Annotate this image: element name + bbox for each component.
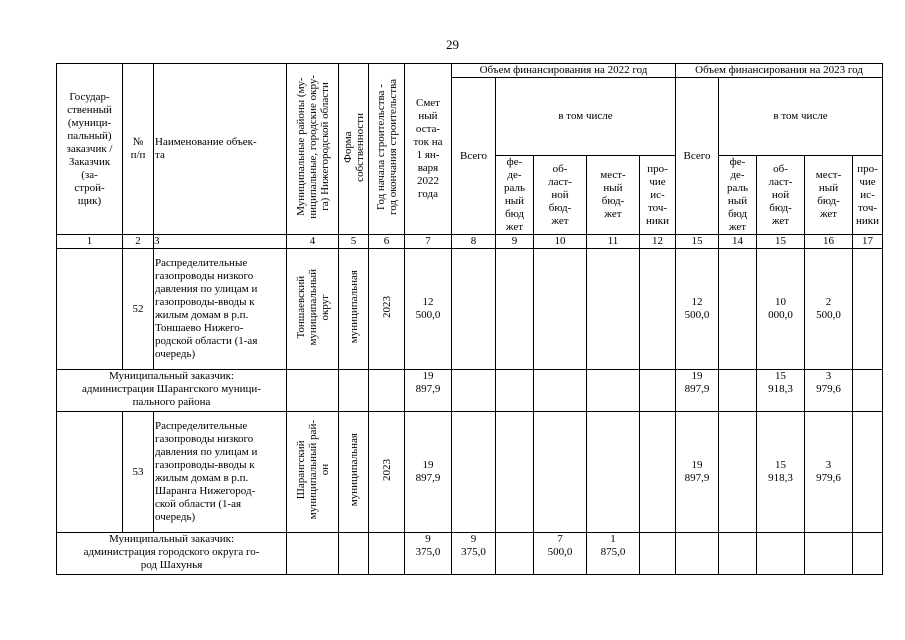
- table-row: [57, 412, 883, 533]
- row-remaining: 12 500,0: [405, 249, 452, 370]
- subtotal-label: Муниципальный заказчик: администрация Шарангского муници- пального района: [57, 370, 287, 412]
- row-object-name: Распределительные газопроводы низкого давления по улицам и газопроводы-вводы к жилым домам в р.п. Шаранга Нижегород- ской области (1-ая очередь): [154, 412, 287, 533]
- column-number: 3: [154, 235, 287, 249]
- header-2023-federal: фе- де- раль ный бюд жет: [719, 156, 757, 235]
- header-remaining: Смет ный оста- ток на 1 ян- варя 2022 года: [405, 64, 452, 235]
- column-number: 14: [719, 235, 757, 249]
- subtotal-2022-other: [640, 533, 676, 575]
- column-number: 17: [853, 235, 883, 249]
- column-number: 10: [534, 235, 587, 249]
- header-years: Год начала строительства - год окончания строительства: [369, 64, 405, 235]
- row-2023-federal: [719, 412, 757, 533]
- subtotal-2022-other: [640, 370, 676, 412]
- row-2023-federal: [719, 249, 757, 370]
- header-customer: Государ- ственный (муници- пальный) заказчик / Заказчик (за- строй- щик): [57, 64, 123, 235]
- column-number: 12: [640, 235, 676, 249]
- row-district: Тоншаевский муниципальный округ: [287, 249, 339, 370]
- row-2022-other: [640, 249, 676, 370]
- financing-table: [56, 63, 883, 575]
- row-2022-local: [587, 412, 640, 533]
- subtotal-2022-local: 1 875,0: [587, 533, 640, 575]
- subtotal-2022-regional: [534, 370, 587, 412]
- subtotal-row: [57, 533, 883, 575]
- column-number: 15: [757, 235, 805, 249]
- column-number: 15: [676, 235, 719, 249]
- header-district: Муниципальные районы (му- ниципальные, городские окру- га) Нижегородской области: [287, 64, 339, 235]
- row-2022-federal: [496, 412, 534, 533]
- row-years: 2023: [369, 249, 405, 370]
- header-2023-local: мест- ный бюд- жет: [805, 156, 853, 235]
- header-object-name: Наименование объек- та: [154, 64, 287, 235]
- header-ownership: Форма собственности: [339, 64, 369, 235]
- subtotal-blank: [287, 533, 339, 575]
- row-2022-regional: [534, 249, 587, 370]
- row-2022-other: [640, 412, 676, 533]
- subtotal-blank: [287, 370, 339, 412]
- subtotal-blank: [369, 533, 405, 575]
- row-2023-other: [853, 412, 883, 533]
- row-remaining: 19 897,9: [405, 412, 452, 533]
- subtotal-2023-regional: 15 918,3: [757, 370, 805, 412]
- subtotal-2022-regional: 7 500,0: [534, 533, 587, 575]
- subtotal-2022-total: 9 375,0: [452, 533, 496, 575]
- column-number: 7: [405, 235, 452, 249]
- row-2023-total: 12 500,0: [676, 249, 719, 370]
- header-2022-local: мест- ный бюд- жет: [587, 156, 640, 235]
- row-object-name: Распределительные газопроводы низкого давления по улицам и газопроводы-вводы к жилым домам в р.п. Тоншаево Нижего- родской области (1-ая очередь): [154, 249, 287, 370]
- row-2023-local: 2 500,0: [805, 249, 853, 370]
- subtotal-2022-federal: [496, 370, 534, 412]
- subtotal-2023-local: 3 979,6: [805, 370, 853, 412]
- subtotal-2023-local: [805, 533, 853, 575]
- row-ownership: муниципальная: [339, 412, 369, 533]
- header-2022-incl: в том числе: [496, 78, 676, 156]
- subtotal-blank: [339, 370, 369, 412]
- row-2023-total: 19 897,9: [676, 412, 719, 533]
- column-number: 16: [805, 235, 853, 249]
- row-number: 53: [123, 412, 154, 533]
- subtotal-label: Муниципальный заказчик: администрация городского округа го- род Шахунья: [57, 533, 287, 575]
- subtotal-2023-federal: [719, 533, 757, 575]
- row-2022-total: [452, 412, 496, 533]
- header-2022-other: про- чие ис- точ- ники: [640, 156, 676, 235]
- header-2022-total: Всего: [452, 78, 496, 235]
- column-number: 8: [452, 235, 496, 249]
- header-2023-incl: в том числе: [719, 78, 883, 156]
- header-fin-2022: Объем финансирования на 2022 год: [452, 64, 676, 78]
- header-number: № п/п: [123, 64, 154, 235]
- column-numbers-row: [57, 235, 883, 249]
- column-number: 6: [369, 235, 405, 249]
- subtotal-blank: [339, 533, 369, 575]
- table-row: [57, 249, 883, 370]
- column-number: 1: [57, 235, 123, 249]
- subtotal-2023-regional: [757, 533, 805, 575]
- subtotal-2023-total: [676, 533, 719, 575]
- header-2023-regional: об- ласт- ной бюд- жет: [757, 156, 805, 235]
- row-customer-cell: [57, 249, 123, 370]
- row-ownership: муниципальная: [339, 249, 369, 370]
- row-customer-cell: [57, 412, 123, 533]
- subtotal-remaining: 19 897,9: [405, 370, 452, 412]
- row-2022-federal: [496, 249, 534, 370]
- row-2022-total: [452, 249, 496, 370]
- row-years: 2023: [369, 412, 405, 533]
- row-number: 52: [123, 249, 154, 370]
- header-2022-regional: об- ласт- ной бюд- жет: [534, 156, 587, 235]
- column-number: 4: [287, 235, 339, 249]
- row-2023-local: 3 979,6: [805, 412, 853, 533]
- subtotal-remaining: 9 375,0: [405, 533, 452, 575]
- column-number: 2: [123, 235, 154, 249]
- row-2023-other: [853, 249, 883, 370]
- subtotal-2022-total: [452, 370, 496, 412]
- subtotal-2023-other: [853, 533, 883, 575]
- subtotal-2022-federal: [496, 533, 534, 575]
- header-2023-total: Всего: [676, 78, 719, 235]
- subtotal-2023-other: [853, 370, 883, 412]
- column-number: 11: [587, 235, 640, 249]
- subtotal-blank: [369, 370, 405, 412]
- header-2022-federal: фе- де- раль ный бюд жет: [496, 156, 534, 235]
- row-2022-local: [587, 249, 640, 370]
- row-2023-regional: 10 000,0: [757, 249, 805, 370]
- header-fin-2023: Объем финансирования на 2023 год: [676, 64, 883, 78]
- column-number: 5: [339, 235, 369, 249]
- page-number: 29: [446, 37, 459, 52]
- row-district: Шарангский муниципальный рай- он: [287, 412, 339, 533]
- header-2023-other: про- чие ис- точ- ники: [853, 156, 883, 235]
- row-2022-regional: [534, 412, 587, 533]
- header-row-1: [57, 64, 883, 78]
- subtotal-2023-federal: [719, 370, 757, 412]
- row-2023-regional: 15 918,3: [757, 412, 805, 533]
- column-number: 9: [496, 235, 534, 249]
- subtotal-row: [57, 370, 883, 412]
- subtotal-2022-local: [587, 370, 640, 412]
- subtotal-2023-total: 19 897,9: [676, 370, 719, 412]
